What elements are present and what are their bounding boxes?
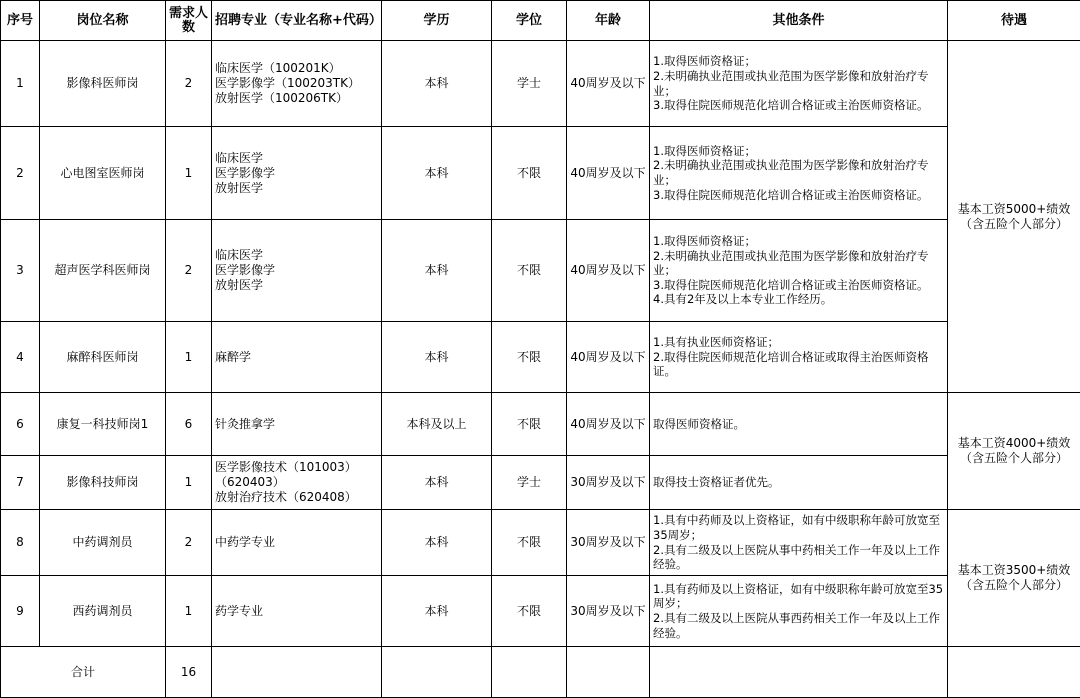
row-age: 40周岁及以下 xyxy=(567,41,650,127)
empty-cell xyxy=(492,647,567,698)
row-other-conditions: 1.具有执业医师资格证； 2.取得住院医师规范化培训合格证或取得主治医师资格证。 xyxy=(650,322,948,393)
row-seq: 1 xyxy=(1,41,40,127)
header-post: 岗位名称 xyxy=(40,1,166,41)
row-age: 30周岁及以下 xyxy=(567,576,650,647)
empty-cell xyxy=(382,647,492,698)
row-age: 40周岁及以下 xyxy=(567,322,650,393)
row-major: 麻醉学 xyxy=(212,322,382,393)
row-age: 40周岁及以下 xyxy=(567,220,650,322)
row-degree: 不限 xyxy=(492,322,567,393)
row-post: 影像科医师岗 xyxy=(40,41,166,127)
row-other-conditions: 1.取得医师资格证； 2.未明确执业范围或执业范围为医学影像和放射治疗专业； 3.取得住院医师规范化培训合格证或主治医师资格证。 xyxy=(650,127,948,220)
total-label: 合计 xyxy=(1,647,166,698)
row-major: 医学影像技术（101003） （620403） 放射治疗技术（620408） xyxy=(212,456,382,510)
row-seq: 9 xyxy=(1,576,40,647)
row-degree: 学士 xyxy=(492,456,567,510)
table-row xyxy=(1,322,1080,393)
row-age: 30周岁及以下 xyxy=(567,510,650,576)
table-row xyxy=(1,127,1080,220)
row-education: 本科 xyxy=(382,220,492,322)
row-education: 本科 xyxy=(382,576,492,647)
row-seq: 6 xyxy=(1,393,40,456)
row-education: 本科 xyxy=(382,322,492,393)
table-row xyxy=(1,220,1080,322)
table-row xyxy=(1,41,1080,127)
header-count: 需求人 数 xyxy=(166,1,212,41)
row-education: 本科 xyxy=(382,510,492,576)
header-major: 招聘专业（专业名称+代码） xyxy=(212,1,382,41)
row-post: 超声医学科医师岗 xyxy=(40,220,166,322)
row-post: 影像科技师岗 xyxy=(40,456,166,510)
row-count: 6 xyxy=(166,393,212,456)
row-count: 2 xyxy=(166,220,212,322)
row-major: 药学专业 xyxy=(212,576,382,647)
row-degree: 不限 xyxy=(492,510,567,576)
row-seq: 7 xyxy=(1,456,40,510)
header-degree: 学位 xyxy=(492,1,567,41)
row-education: 本科 xyxy=(382,41,492,127)
row-seq: 4 xyxy=(1,322,40,393)
pay-cell-group-3: 基本工资3500+绩效 （含五险个人部分） xyxy=(948,510,1080,647)
row-count: 1 xyxy=(166,322,212,393)
row-count: 1 xyxy=(166,127,212,220)
row-seq: 8 xyxy=(1,510,40,576)
row-count: 2 xyxy=(166,510,212,576)
row-education: 本科及以上 xyxy=(382,393,492,456)
row-other-conditions: 1.取得医师资格证； 2.未明确执业范围或执业范围为医学影像和放射治疗专业； 3.取得住院医师规范化培训合格证或主治医师资格证。 4.具有2年及以上本专业工作经历。 xyxy=(650,220,948,322)
row-other-conditions: 1.取得医师资格证； 2.未明确执业范围或执业范围为医学影像和放射治疗专业； 3.取得住院医师规范化培训合格证或主治医师资格证。 xyxy=(650,41,948,127)
row-age: 40周岁及以下 xyxy=(567,127,650,220)
row-degree: 不限 xyxy=(492,393,567,456)
table-row xyxy=(1,393,1080,456)
row-count: 1 xyxy=(166,456,212,510)
row-degree: 不限 xyxy=(492,576,567,647)
header-seq: 序号 xyxy=(1,1,40,41)
pay-cell-group-2: 基本工资4000+绩效 （含五险个人部分） xyxy=(948,393,1080,510)
empty-cell xyxy=(212,647,382,698)
empty-cell xyxy=(567,647,650,698)
row-education: 本科 xyxy=(382,456,492,510)
table-row xyxy=(1,510,1080,576)
row-seq: 2 xyxy=(1,127,40,220)
header-pay: 待遇 xyxy=(948,1,1080,41)
row-other-conditions: 1.具有中药师及以上资格证，如有中级职称年龄可放宽至35周岁； 2.具有二级及以上医院从事中药相关工作一年及以上工作经验。 xyxy=(650,510,948,576)
row-seq: 3 xyxy=(1,220,40,322)
row-count: 2 xyxy=(166,41,212,127)
header-row xyxy=(1,1,1080,41)
total-row xyxy=(1,647,1080,698)
row-degree: 学士 xyxy=(492,41,567,127)
row-post: 中药调剂员 xyxy=(40,510,166,576)
row-age: 30周岁及以下 xyxy=(567,456,650,510)
empty-cell xyxy=(948,647,1080,698)
row-other-conditions: 取得技士资格证者优先。 xyxy=(650,456,948,510)
table-row xyxy=(1,576,1080,647)
row-major: 临床医学（100201K） 医学影像学（100203TK） 放射医学（100206TK） xyxy=(212,41,382,127)
row-major: 中药学专业 xyxy=(212,510,382,576)
row-education: 本科 xyxy=(382,127,492,220)
row-post: 麻醉科医师岗 xyxy=(40,322,166,393)
pay-cell-group-1: 基本工资5000+绩效 （含五险个人部分） xyxy=(948,41,1080,393)
row-count: 1 xyxy=(166,576,212,647)
header-other: 其他条件 xyxy=(650,1,948,41)
header-age: 年龄 xyxy=(567,1,650,41)
total-count: 16 xyxy=(166,647,212,698)
table-row xyxy=(1,456,1080,510)
header-education: 学历 xyxy=(382,1,492,41)
row-degree: 不限 xyxy=(492,220,567,322)
row-other-conditions: 取得医师资格证。 xyxy=(650,393,948,456)
row-post: 心电图室医师岗 xyxy=(40,127,166,220)
row-major: 临床医学 医学影像学 放射医学 xyxy=(212,220,382,322)
empty-cell xyxy=(650,647,948,698)
row-major: 临床医学 医学影像学 放射医学 xyxy=(212,127,382,220)
row-other-conditions: 1.具有药师及以上资格证，如有中级职称年龄可放宽至35周岁； 2.具有二级及以上医院从事西药相关工作一年及以上工作经验。 xyxy=(650,576,948,647)
row-major: 针灸推拿学 xyxy=(212,393,382,456)
row-post: 康复一科技师岗1 xyxy=(40,393,166,456)
row-degree: 不限 xyxy=(492,127,567,220)
row-age: 40周岁及以下 xyxy=(567,393,650,456)
row-post: 西药调剂员 xyxy=(40,576,166,647)
